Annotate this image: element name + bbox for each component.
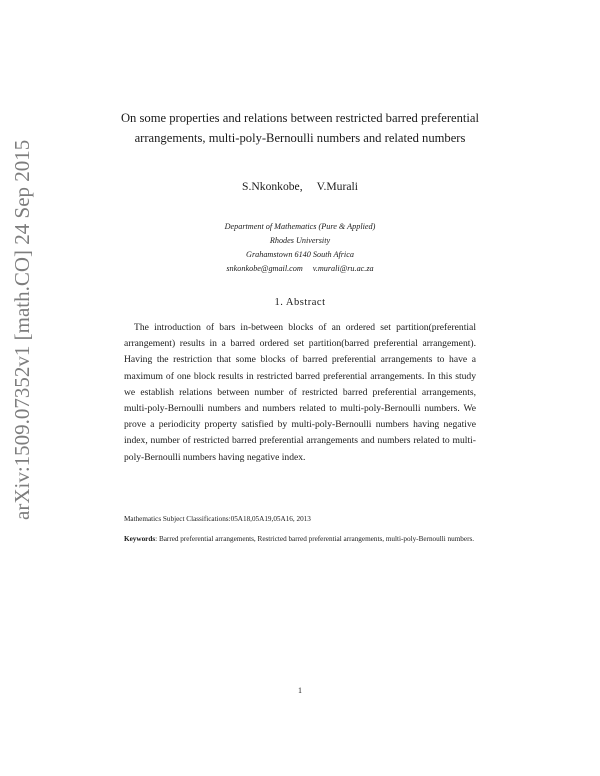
page-number: 1 xyxy=(298,686,302,695)
author-name: S.Nkonkobe, xyxy=(242,180,303,193)
department: Department of Mathematics (Pure & Applied) xyxy=(224,222,376,231)
subject-classification: Mathematics Subject Classifications:05A18,05A19,05A16, 2013 xyxy=(124,515,311,523)
emails xyxy=(0,262,600,276)
arxiv-identifier: arXiv:1509.07352v1 [math.CO] 24 Sep 2015 xyxy=(10,139,34,520)
abstract-text: The introduction of bars in-between blocks of an ordered set partition(preferential arrangement) results in a barred ordered set partition(barred preferential arrangement). Having the restriction that some blocks of barred preferential arrangements to have a maximum of one block results in restricted barred preferential arrangements. In this study we establish relations between number of restricted barred preferential arrangements, multi-poly-Bernoulli numbers and numbers related to multi-poly-Bernoulli numbers. We prove a periodicity property satisfied by multi-poly-Bernoulli numbers having negative index, number of restricted barred preferential arrangements and numbers related to multi-poly-Bernoulli numbers having negative index. xyxy=(124,322,476,463)
affiliation xyxy=(0,220,600,276)
email: snkonkobe@gmail.com xyxy=(226,264,303,273)
keywords-text: : Barred preferential arrangements, Restricted barred preferential arrangements, multi-poly-Bernoulli numbers. xyxy=(155,535,475,543)
author-name: V.Murali xyxy=(316,180,358,193)
location: Grahamstown 6140 South Africa xyxy=(246,250,354,259)
authors xyxy=(0,180,600,193)
keywords xyxy=(124,533,476,546)
university: Rhodes University xyxy=(269,236,331,245)
paper-title: On some properties and relations between restricted barred preferential arrangements, multi-poly-Bernoulli numbers and related numbers xyxy=(120,111,480,145)
keywords-label: Keywords xyxy=(124,535,156,543)
email: v.murali@ru.ac.za xyxy=(312,264,374,273)
abstract-heading: 1. Abstract xyxy=(274,297,326,308)
